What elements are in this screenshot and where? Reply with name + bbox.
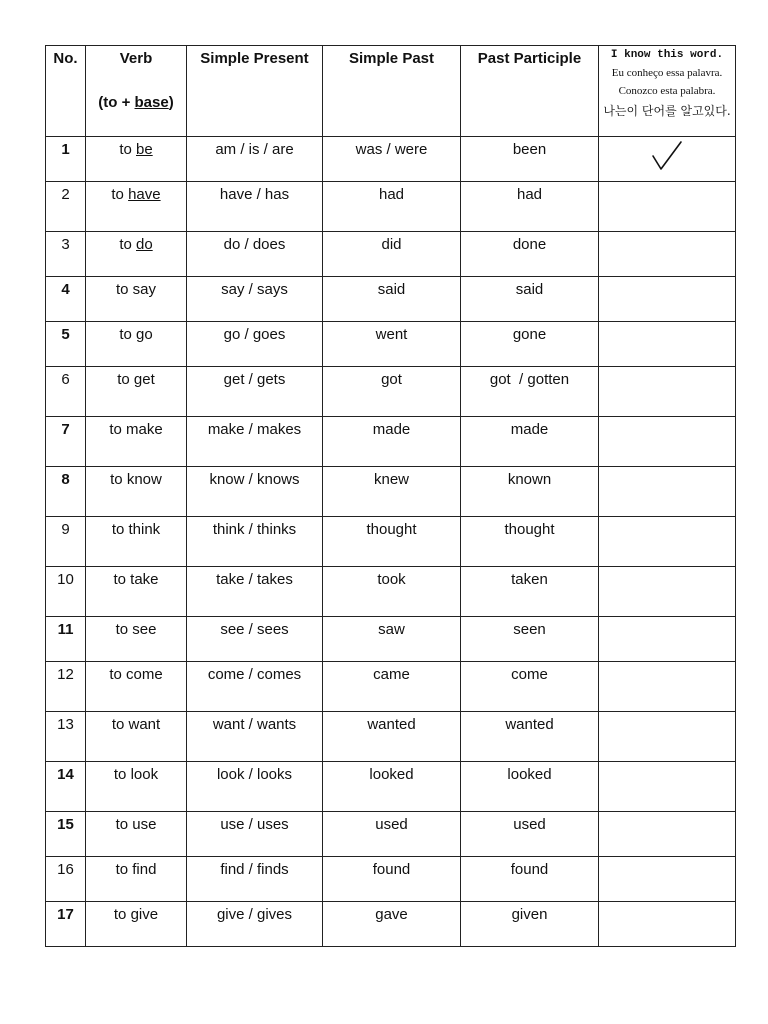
- simple-present-cell: see / sees: [187, 617, 323, 662]
- table-row: [46, 662, 736, 712]
- row-number: 14: [46, 762, 86, 812]
- verb-infinitive: [86, 467, 187, 517]
- simple-past-cell: knew: [323, 467, 461, 517]
- row-number: 10: [46, 567, 86, 617]
- header-simple-present: Simple Present: [187, 46, 323, 137]
- table-header-row: [46, 46, 736, 137]
- know-checkbox-cell[interactable]: [599, 137, 736, 182]
- past-participle-cell: thought: [461, 517, 599, 567]
- know-checkbox-cell[interactable]: [599, 857, 736, 902]
- simple-past-cell: saw: [323, 617, 461, 662]
- simple-past-cell: came: [323, 662, 461, 712]
- table-row: [46, 137, 736, 182]
- past-participle-cell: found: [461, 857, 599, 902]
- row-number: 8: [46, 467, 86, 517]
- verb-base: give: [130, 906, 159, 923]
- simple-present-cell: go / goes: [187, 322, 323, 367]
- past-participle-cell: taken: [461, 567, 599, 617]
- verb-infinitive: [86, 417, 187, 467]
- verb-to: to: [115, 861, 133, 878]
- know-portuguese: Eu conheço essa palavra.: [611, 67, 723, 79]
- verb-infinitive: [86, 567, 187, 617]
- verb-infinitive: [86, 712, 187, 762]
- know-checkbox-cell[interactable]: [599, 367, 736, 417]
- know-checkbox-cell[interactable]: [599, 762, 736, 812]
- header-past-participle: Past Participle: [461, 46, 599, 137]
- verb-base: use: [132, 816, 157, 833]
- simple-present-cell: think / thinks: [187, 517, 323, 567]
- simple-past-cell: thought: [323, 517, 461, 567]
- verb-infinitive: [86, 617, 187, 662]
- table-row: [46, 277, 736, 322]
- simple-present-cell: have / has: [187, 182, 323, 232]
- table-row: [46, 517, 736, 567]
- simple-present-cell: look / looks: [187, 762, 323, 812]
- simple-past-cell: found: [323, 857, 461, 902]
- verb-infinitive: [86, 322, 187, 367]
- table-row: [46, 367, 736, 417]
- verb-base: see: [132, 621, 157, 638]
- know-english: I know this word.: [610, 49, 724, 61]
- verb-to: to: [111, 521, 129, 538]
- past-participle-cell: looked: [461, 762, 599, 812]
- know-checkbox-cell[interactable]: [599, 182, 736, 232]
- know-checkbox-cell[interactable]: [599, 322, 736, 367]
- verb-to: to: [110, 471, 127, 488]
- verb-base: say: [132, 281, 157, 298]
- simple-past-cell: took: [323, 567, 461, 617]
- simple-past-cell: used: [323, 812, 461, 857]
- table-row: [46, 567, 736, 617]
- simple-past-cell: looked: [323, 762, 461, 812]
- know-checkbox-cell[interactable]: [599, 662, 736, 712]
- simple-present-cell: know / knows: [187, 467, 323, 517]
- simple-present-cell: make / makes: [187, 417, 323, 467]
- row-number: 11: [46, 617, 86, 662]
- simple-past-cell: did: [323, 232, 461, 277]
- verb-base: know: [126, 471, 162, 488]
- verb-infinitive: [86, 367, 187, 417]
- know-checkbox-cell[interactable]: [599, 417, 736, 467]
- table-row: [46, 322, 736, 367]
- table-row: [46, 762, 736, 812]
- past-participle-cell: given: [461, 902, 599, 947]
- row-number: 1: [46, 137, 86, 182]
- simple-past-cell: had: [323, 182, 461, 232]
- verb-infinitive: [86, 232, 187, 277]
- simple-present-cell: find / finds: [187, 857, 323, 902]
- past-participle-cell: made: [461, 417, 599, 467]
- verb-infinitive: [86, 812, 187, 857]
- verb-base: be: [136, 141, 153, 158]
- simple-present-cell: want / wants: [187, 712, 323, 762]
- know-checkbox-cell[interactable]: [599, 812, 736, 857]
- verb-base: think: [128, 521, 161, 538]
- know-checkbox-cell[interactable]: [599, 467, 736, 517]
- verb-base: do: [136, 236, 153, 253]
- simple-present-cell: come / comes: [187, 662, 323, 712]
- know-checkbox-cell[interactable]: [599, 712, 736, 762]
- verb-to: to: [109, 421, 126, 438]
- verb-to: to: [119, 236, 136, 253]
- verb-infinitive: [86, 902, 187, 947]
- header-verb: [86, 46, 187, 137]
- header-i-know-this-word: [599, 46, 736, 137]
- know-checkbox-cell[interactable]: [599, 902, 736, 947]
- simple-present-cell: give / gives: [187, 902, 323, 947]
- simple-present-cell: say / says: [187, 277, 323, 322]
- simple-past-cell: gave: [323, 902, 461, 947]
- row-number: 6: [46, 367, 86, 417]
- checkmark-icon: [650, 139, 684, 178]
- verb-to: to: [117, 371, 134, 388]
- row-number: 3: [46, 232, 86, 277]
- verb-to: to: [115, 816, 133, 833]
- know-spanish: Conozco esta palabra.: [618, 85, 716, 97]
- header-verb-sub: (to + base): [98, 94, 174, 111]
- verb-to: to: [113, 571, 131, 588]
- table-row: [46, 617, 736, 662]
- verb-infinitive: [86, 662, 187, 712]
- table-row: [46, 902, 736, 947]
- past-participle-cell: had: [461, 182, 599, 232]
- past-participle-cell: got / gotten: [461, 367, 599, 417]
- past-participle-cell: known: [461, 467, 599, 517]
- table-row: [46, 182, 736, 232]
- verb-infinitive: [86, 137, 187, 182]
- know-checkbox-cell[interactable]: [599, 517, 736, 567]
- verb-rows: [46, 137, 736, 947]
- verb-to: to: [119, 326, 136, 343]
- past-participle-cell: said: [461, 277, 599, 322]
- know-checkbox-cell[interactable]: [599, 617, 736, 662]
- past-participle-cell: come: [461, 662, 599, 712]
- simple-past-cell: got: [323, 367, 461, 417]
- verb-to: to: [113, 906, 131, 923]
- simple-present-cell: am / is / are: [187, 137, 323, 182]
- verb-to: to: [119, 141, 136, 158]
- verb-base: get: [133, 371, 155, 388]
- past-participle-cell: gone: [461, 322, 599, 367]
- table-row: [46, 812, 736, 857]
- simple-present-cell: get / gets: [187, 367, 323, 417]
- simple-past-cell: was / were: [323, 137, 461, 182]
- table-row: [46, 857, 736, 902]
- verb-infinitive: [86, 857, 187, 902]
- verb-base: make: [126, 421, 163, 438]
- simple-present-cell: do / does: [187, 232, 323, 277]
- past-participle-cell: seen: [461, 617, 599, 662]
- verb-base: come: [126, 666, 163, 683]
- know-korean: 나는이 단어를 알고있다.: [603, 104, 731, 118]
- header-verb-label: Verb: [119, 50, 153, 67]
- row-number: 7: [46, 417, 86, 467]
- simple-present-cell: use / uses: [187, 812, 323, 857]
- past-participle-cell: done: [461, 232, 599, 277]
- verb-infinitive: [86, 762, 187, 812]
- row-number: 17: [46, 902, 86, 947]
- row-number: 16: [46, 857, 86, 902]
- table-row: [46, 417, 736, 467]
- row-number: 12: [46, 662, 86, 712]
- verb-infinitive: [86, 517, 187, 567]
- simple-past-cell: made: [323, 417, 461, 467]
- past-participle-cell: wanted: [461, 712, 599, 762]
- past-participle-cell: been: [461, 137, 599, 182]
- verb-to: to: [111, 716, 129, 733]
- row-number: 5: [46, 322, 86, 367]
- know-checkbox-cell[interactable]: [599, 567, 736, 617]
- table-row: [46, 232, 736, 277]
- verb-to: to: [111, 186, 129, 203]
- verb-base: find: [132, 861, 157, 878]
- simple-past-cell: wanted: [323, 712, 461, 762]
- row-number: 4: [46, 277, 86, 322]
- row-number: 13: [46, 712, 86, 762]
- verb-base: look: [130, 766, 159, 783]
- verb-to: to: [109, 666, 126, 683]
- past-participle-cell: used: [461, 812, 599, 857]
- verb-infinitive: [86, 182, 187, 232]
- table-row: [46, 712, 736, 762]
- simple-present-cell: take / takes: [187, 567, 323, 617]
- verb-to: to: [115, 621, 133, 638]
- table-row: [46, 467, 736, 517]
- row-number: 2: [46, 182, 86, 232]
- verb-base: have: [128, 186, 161, 203]
- verb-base: want: [128, 716, 161, 733]
- header-simple-past: Simple Past: [323, 46, 461, 137]
- row-number: 15: [46, 812, 86, 857]
- irregular-verbs-table: [45, 45, 736, 947]
- verb-base: take: [130, 571, 159, 588]
- verb-base: go: [136, 326, 153, 343]
- header-no: No.: [46, 46, 86, 137]
- know-checkbox-cell[interactable]: [599, 232, 736, 277]
- simple-past-cell: said: [323, 277, 461, 322]
- row-number: 9: [46, 517, 86, 567]
- verb-to: to: [115, 281, 133, 298]
- know-checkbox-cell[interactable]: [599, 277, 736, 322]
- simple-past-cell: went: [323, 322, 461, 367]
- verb-to: to: [113, 766, 131, 783]
- verb-infinitive: [86, 277, 187, 322]
